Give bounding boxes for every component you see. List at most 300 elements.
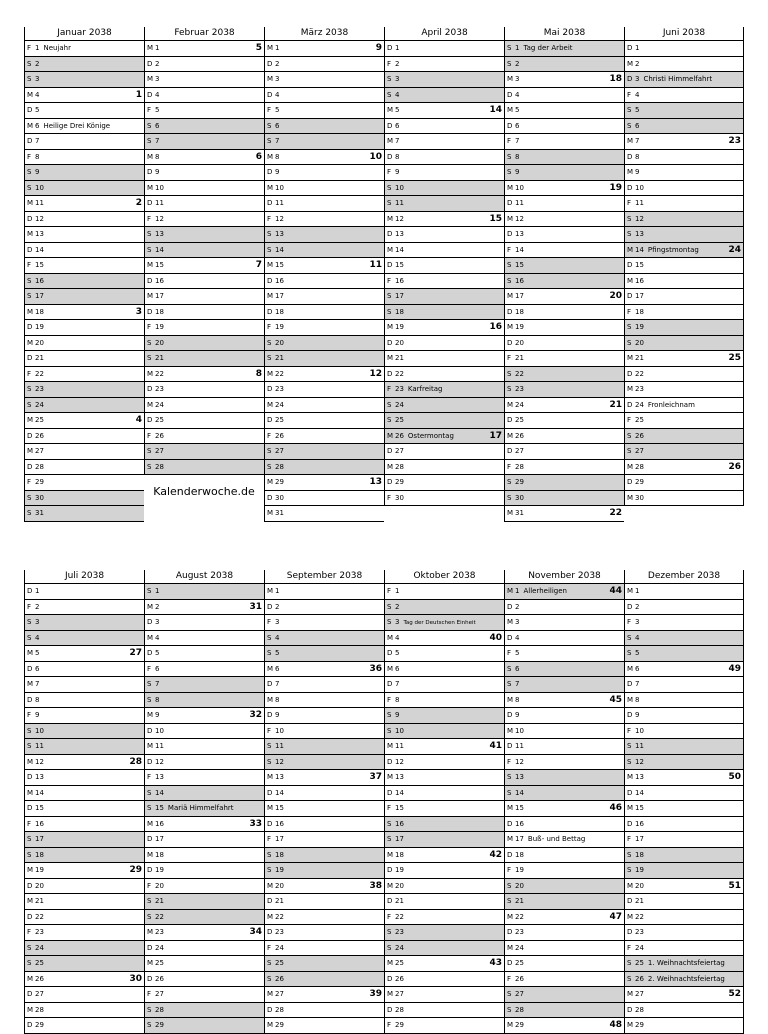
weekday-letter: M bbox=[27, 788, 34, 797]
day-number: 8 bbox=[275, 695, 280, 704]
day-cell bbox=[385, 770, 504, 786]
weekday-letter: M bbox=[27, 416, 34, 424]
weekday-letter: F bbox=[267, 943, 272, 952]
day-cell bbox=[145, 398, 264, 414]
day-number: 29 bbox=[515, 478, 524, 486]
day-cell bbox=[505, 460, 624, 476]
week-number: 50 bbox=[728, 772, 741, 782]
day-number: 6 bbox=[155, 121, 160, 130]
day-number: 17 bbox=[275, 292, 284, 300]
weekday-letter: F bbox=[267, 214, 272, 223]
day-cell bbox=[505, 181, 624, 197]
day-cell bbox=[265, 972, 384, 988]
week-number: 37 bbox=[369, 772, 382, 782]
day-cell bbox=[25, 879, 144, 895]
day-cell bbox=[145, 755, 264, 771]
day-number: 6 bbox=[275, 121, 280, 130]
holiday-label: Pfingstmontag bbox=[647, 245, 699, 254]
month-title: Mai 2038 bbox=[505, 27, 624, 41]
day-number: 13 bbox=[635, 773, 644, 781]
weekday-letter: S bbox=[267, 447, 272, 455]
day-cell bbox=[25, 119, 144, 135]
day-cell bbox=[265, 506, 384, 522]
day-cell bbox=[385, 41, 504, 57]
day-number: 19 bbox=[515, 866, 524, 874]
day-cell bbox=[505, 351, 624, 367]
day-number: 14 bbox=[155, 245, 164, 254]
day-number: 18 bbox=[515, 850, 524, 859]
day-number: 26 bbox=[635, 431, 644, 440]
day-number: 6 bbox=[515, 121, 520, 130]
day-number: 21 bbox=[515, 354, 524, 362]
week-number: 44 bbox=[609, 586, 622, 596]
day-number: 18 bbox=[395, 307, 404, 316]
day-cell bbox=[265, 134, 384, 150]
weekday-letter: M bbox=[147, 75, 154, 83]
weekday-letter: S bbox=[27, 292, 32, 300]
weekday-letter: S bbox=[627, 649, 632, 657]
day-cell bbox=[265, 351, 384, 367]
weekday-letter: F bbox=[627, 416, 632, 424]
day-cell bbox=[25, 506, 144, 522]
day-cell bbox=[25, 320, 144, 336]
day-number: 15 bbox=[395, 804, 404, 812]
weekday-letter: S bbox=[27, 633, 32, 642]
day-cell bbox=[25, 413, 144, 429]
day-number: 7 bbox=[515, 137, 520, 145]
weekday-letter: M bbox=[387, 742, 394, 750]
day-cell bbox=[25, 88, 144, 104]
weekday-letter: S bbox=[387, 400, 392, 409]
weekday-letter: D bbox=[27, 990, 33, 998]
month-title: Juni 2038 bbox=[625, 27, 743, 41]
day-number: 20 bbox=[395, 881, 404, 890]
day-cell bbox=[625, 103, 743, 119]
weekday-letter: D bbox=[387, 866, 393, 874]
day-number: 10 bbox=[35, 726, 44, 735]
day-number: 14 bbox=[635, 788, 644, 797]
weekday-letter: M bbox=[267, 400, 274, 409]
day-number: 12 bbox=[35, 214, 44, 223]
day-cell bbox=[625, 941, 743, 957]
weekday-letter: F bbox=[387, 695, 392, 704]
day-number: 16 bbox=[275, 276, 284, 285]
weekday-letter: D bbox=[507, 307, 513, 316]
day-number: 20 bbox=[635, 881, 644, 890]
month-column bbox=[264, 570, 384, 1034]
day-number: 28 bbox=[395, 462, 404, 471]
day-cell bbox=[505, 615, 624, 631]
day-cell bbox=[265, 708, 384, 724]
day-cell bbox=[505, 367, 624, 383]
weekday-letter: D bbox=[27, 912, 33, 921]
day-cell bbox=[625, 1018, 743, 1034]
day-number: 17 bbox=[515, 835, 524, 843]
weekday-letter: D bbox=[267, 307, 273, 316]
day-number: 2 bbox=[635, 59, 640, 68]
weekday-letter: M bbox=[627, 59, 634, 68]
day-number: 6 bbox=[635, 664, 640, 673]
day-number: 6 bbox=[155, 664, 160, 673]
calendar-first-half bbox=[24, 27, 744, 522]
day-cell bbox=[25, 631, 144, 647]
day-cell bbox=[385, 196, 504, 212]
weekday-letter: M bbox=[267, 369, 274, 378]
day-cell bbox=[625, 910, 743, 926]
week-number: 28 bbox=[129, 756, 142, 767]
weekday-letter: M bbox=[147, 261, 154, 269]
day-number: 25 bbox=[155, 416, 164, 424]
day-number: 8 bbox=[155, 695, 160, 704]
holiday-label: Heilige Drei Könige bbox=[43, 121, 111, 130]
day-cell bbox=[265, 724, 384, 740]
weekday-letter: M bbox=[507, 106, 514, 114]
day-cell bbox=[265, 119, 384, 135]
weekday-letter: M bbox=[507, 323, 514, 331]
day-number: 8 bbox=[155, 152, 160, 161]
weekday-letter: M bbox=[507, 400, 514, 409]
day-number: 17 bbox=[35, 292, 44, 300]
day-number: 4 bbox=[395, 633, 400, 642]
day-number: 14 bbox=[515, 788, 524, 797]
weekday-letter: S bbox=[27, 493, 32, 502]
day-cell bbox=[505, 770, 624, 786]
weekday-letter: S bbox=[147, 230, 152, 238]
month-title: November 2038 bbox=[505, 570, 624, 584]
weekday-letter: F bbox=[387, 385, 392, 393]
day-cell bbox=[25, 848, 144, 864]
weekday-letter: S bbox=[267, 462, 272, 471]
month-title: Februar 2038 bbox=[145, 27, 264, 41]
weekday-letter: M bbox=[507, 587, 514, 595]
day-cell bbox=[25, 475, 144, 491]
day-cell bbox=[625, 336, 743, 352]
weekday-letter: M bbox=[147, 152, 154, 161]
weekday-letter: D bbox=[627, 897, 633, 905]
weekday-letter: F bbox=[507, 245, 512, 254]
day-number: 21 bbox=[35, 354, 44, 362]
weekday-letter: M bbox=[147, 44, 154, 52]
holiday-label: Neujahr bbox=[43, 44, 71, 52]
day-number: 4 bbox=[275, 90, 280, 99]
day-cell bbox=[385, 739, 504, 755]
day-number: 17 bbox=[635, 292, 644, 300]
day-number: 19 bbox=[635, 866, 644, 874]
day-cell bbox=[25, 662, 144, 678]
day-number: 15 bbox=[395, 261, 404, 269]
month-title: April 2038 bbox=[385, 27, 504, 41]
weekday-letter: S bbox=[147, 804, 152, 812]
week-number: 4 bbox=[135, 415, 142, 425]
day-cell bbox=[625, 88, 743, 104]
weekday-letter: S bbox=[627, 633, 632, 642]
weekday-letter: F bbox=[387, 1021, 392, 1029]
weekday-letter: D bbox=[387, 788, 393, 797]
day-number: 31 bbox=[515, 509, 524, 517]
day-cell bbox=[145, 444, 264, 460]
day-number: 16 bbox=[155, 276, 164, 285]
day-cell bbox=[505, 444, 624, 460]
weekday-letter: F bbox=[387, 59, 392, 68]
day-number: 14 bbox=[35, 245, 44, 254]
day-cell bbox=[625, 367, 743, 383]
day-cell bbox=[625, 57, 743, 73]
weekday-letter: D bbox=[627, 261, 633, 269]
day-cell bbox=[145, 662, 264, 678]
day-cell bbox=[145, 1003, 264, 1019]
weekday-letter: M bbox=[267, 183, 274, 192]
day-cell bbox=[145, 41, 264, 57]
day-cell bbox=[25, 336, 144, 352]
day-number: 5 bbox=[275, 649, 280, 657]
day-cell bbox=[385, 987, 504, 1003]
day-cell bbox=[265, 832, 384, 848]
day-cell bbox=[265, 475, 384, 491]
day-cell bbox=[625, 925, 743, 941]
day-number: 21 bbox=[35, 897, 44, 905]
day-number: 29 bbox=[275, 1021, 284, 1029]
weekday-letter: M bbox=[507, 835, 514, 843]
weekday-letter: D bbox=[147, 276, 153, 285]
day-cell bbox=[145, 258, 264, 274]
day-number: 2 bbox=[275, 59, 280, 68]
day-number: 11 bbox=[515, 742, 524, 750]
day-cell bbox=[625, 817, 743, 833]
day-cell bbox=[505, 150, 624, 166]
weekday-letter: D bbox=[387, 121, 393, 130]
day-number: 11 bbox=[155, 199, 164, 207]
day-number: 27 bbox=[155, 447, 164, 455]
day-cell bbox=[505, 739, 624, 755]
day-number: 14 bbox=[515, 245, 524, 254]
weekday-letter: M bbox=[267, 292, 274, 300]
day-cell bbox=[385, 801, 504, 817]
day-cell bbox=[265, 258, 384, 274]
weekday-letter: D bbox=[267, 385, 273, 393]
day-number: 11 bbox=[35, 199, 44, 207]
day-number: 4 bbox=[275, 633, 280, 642]
week-number: 38 bbox=[369, 880, 382, 891]
weekday-letter: S bbox=[267, 230, 272, 238]
day-cell bbox=[505, 863, 624, 879]
day-cell bbox=[385, 429, 504, 445]
weekday-letter: S bbox=[27, 183, 32, 192]
weekday-letter: M bbox=[627, 168, 634, 176]
day-cell bbox=[145, 227, 264, 243]
day-cell bbox=[385, 475, 504, 491]
weekday-letter: D bbox=[627, 788, 633, 797]
day-cell bbox=[145, 336, 264, 352]
day-number: 7 bbox=[515, 680, 520, 688]
day-number: 3 bbox=[275, 75, 280, 83]
weekday-letter: M bbox=[627, 773, 634, 781]
day-number: 8 bbox=[635, 695, 640, 704]
month-column bbox=[624, 27, 744, 506]
day-cell bbox=[145, 848, 264, 864]
day-cell bbox=[385, 863, 504, 879]
day-cell bbox=[385, 181, 504, 197]
week-number: 5 bbox=[255, 43, 262, 53]
day-number: 18 bbox=[395, 850, 404, 859]
weekday-letter: D bbox=[147, 385, 153, 393]
day-cell bbox=[265, 693, 384, 709]
day-cell bbox=[145, 382, 264, 398]
day-cell bbox=[265, 382, 384, 398]
weekday-letter: S bbox=[627, 121, 632, 130]
day-cell bbox=[505, 88, 624, 104]
day-number: 25 bbox=[635, 959, 644, 967]
weekday-letter: D bbox=[27, 881, 33, 890]
weekday-letter: S bbox=[267, 757, 272, 766]
day-cell bbox=[385, 289, 504, 305]
day-cell bbox=[385, 600, 504, 616]
weekday-letter: M bbox=[27, 897, 34, 905]
weekday-letter: S bbox=[387, 819, 392, 828]
day-cell bbox=[25, 382, 144, 398]
weekday-letter: S bbox=[387, 835, 392, 843]
weekday-letter: D bbox=[267, 416, 273, 424]
weekday-letter: D bbox=[147, 866, 153, 874]
weekday-letter: F bbox=[27, 261, 32, 269]
day-cell bbox=[505, 956, 624, 972]
day-cell bbox=[625, 770, 743, 786]
day-cell bbox=[145, 243, 264, 259]
day-number: 14 bbox=[395, 245, 404, 254]
day-cell bbox=[625, 243, 743, 259]
day-number: 3 bbox=[155, 618, 160, 626]
day-number: 15 bbox=[515, 804, 524, 812]
day-cell bbox=[265, 227, 384, 243]
weekday-letter: S bbox=[387, 292, 392, 300]
weekday-letter: M bbox=[387, 881, 394, 890]
day-number: 10 bbox=[155, 726, 164, 735]
weekday-letter: D bbox=[147, 726, 153, 735]
day-number: 20 bbox=[275, 881, 284, 890]
weekday-letter: D bbox=[147, 416, 153, 424]
weekday-letter: M bbox=[147, 742, 154, 750]
weekday-letter: F bbox=[507, 137, 512, 145]
day-cell bbox=[265, 413, 384, 429]
day-number: 3 bbox=[395, 618, 400, 626]
day-cell bbox=[25, 894, 144, 910]
weekday-letter: F bbox=[387, 804, 392, 812]
day-number: 7 bbox=[395, 680, 400, 688]
day-cell bbox=[145, 351, 264, 367]
day-number: 16 bbox=[35, 819, 44, 828]
weekday-letter: S bbox=[507, 773, 512, 781]
weekday-letter: M bbox=[387, 959, 394, 967]
day-number: 19 bbox=[35, 866, 44, 874]
day-cell bbox=[625, 444, 743, 460]
weekday-letter: S bbox=[147, 137, 152, 145]
weekday-letter: D bbox=[27, 323, 33, 331]
day-cell bbox=[25, 770, 144, 786]
day-number: 13 bbox=[155, 230, 164, 238]
weekday-letter: M bbox=[147, 183, 154, 192]
day-number: 29 bbox=[635, 1021, 644, 1029]
day-number: 25 bbox=[395, 959, 404, 967]
day-number: 22 bbox=[635, 369, 644, 378]
day-number: 14 bbox=[395, 788, 404, 797]
day-cell bbox=[265, 289, 384, 305]
day-cell bbox=[145, 879, 264, 895]
day-cell bbox=[265, 739, 384, 755]
day-number: 5 bbox=[155, 649, 160, 657]
day-cell bbox=[505, 1003, 624, 1019]
day-cell bbox=[505, 677, 624, 693]
weekday-letter: F bbox=[147, 323, 152, 331]
day-number: 6 bbox=[395, 121, 400, 130]
day-cell bbox=[505, 832, 624, 848]
weekday-letter: D bbox=[147, 757, 153, 766]
weekday-letter: M bbox=[147, 633, 154, 642]
month-title: August 2038 bbox=[145, 570, 264, 584]
weekday-letter: S bbox=[387, 307, 392, 316]
weekday-letter: S bbox=[507, 897, 512, 905]
weekday-letter: D bbox=[267, 680, 273, 688]
weekday-letter: S bbox=[147, 447, 152, 455]
weekday-letter: M bbox=[27, 230, 34, 238]
day-number: 16 bbox=[515, 276, 524, 285]
weekday-letter: D bbox=[267, 90, 273, 99]
weekday-letter: M bbox=[267, 44, 274, 52]
day-cell bbox=[625, 165, 743, 181]
day-cell bbox=[385, 398, 504, 414]
day-number: 5 bbox=[155, 106, 160, 114]
weekday-letter: S bbox=[147, 121, 152, 130]
day-cell bbox=[265, 662, 384, 678]
weekday-letter: D bbox=[507, 90, 513, 99]
weekday-letter: D bbox=[147, 168, 153, 176]
day-cell bbox=[145, 460, 264, 476]
day-number: 22 bbox=[395, 369, 404, 378]
day-cell bbox=[505, 600, 624, 616]
day-number: 18 bbox=[635, 850, 644, 859]
day-cell bbox=[265, 755, 384, 771]
day-number: 21 bbox=[395, 354, 404, 362]
day-cell bbox=[25, 755, 144, 771]
day-number: 9 bbox=[635, 168, 640, 176]
day-number: 24 bbox=[395, 400, 404, 409]
day-number: 10 bbox=[35, 183, 44, 192]
day-cell bbox=[385, 227, 504, 243]
day-number: 5 bbox=[35, 649, 40, 657]
weekday-letter: M bbox=[147, 292, 154, 300]
weekday-letter: M bbox=[387, 354, 394, 362]
day-cell bbox=[145, 367, 264, 383]
day-cell bbox=[505, 817, 624, 833]
day-cell bbox=[25, 444, 144, 460]
day-cell bbox=[625, 41, 743, 57]
day-number: 20 bbox=[35, 338, 44, 347]
month-column bbox=[624, 570, 744, 1034]
day-number: 23 bbox=[275, 928, 284, 936]
day-number: 27 bbox=[275, 990, 284, 998]
day-cell bbox=[505, 894, 624, 910]
weekday-letter: D bbox=[507, 199, 513, 207]
day-number: 11 bbox=[395, 742, 404, 750]
day-cell bbox=[25, 724, 144, 740]
week-number: 32 bbox=[249, 710, 262, 720]
holiday-label: Allerheiligen bbox=[523, 587, 567, 595]
weekday-letter: D bbox=[147, 943, 153, 952]
weekday-letter: S bbox=[27, 835, 32, 843]
week-number: 25 bbox=[728, 353, 741, 363]
day-cell bbox=[625, 879, 743, 895]
day-number: 22 bbox=[35, 912, 44, 921]
weekday-letter: D bbox=[627, 928, 633, 936]
day-number: 25 bbox=[635, 416, 644, 424]
